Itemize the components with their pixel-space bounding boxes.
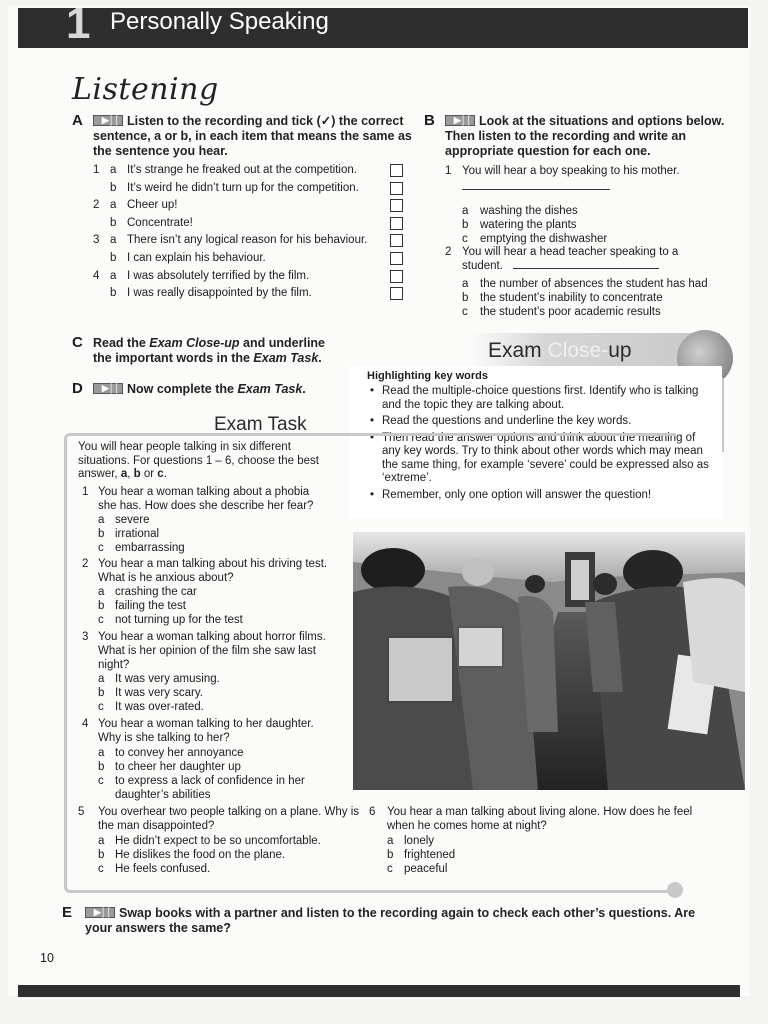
list-item: c emptying the dishwasher xyxy=(462,233,608,245)
section-e-instruction: ▶││ Swap books with a partner and listen to the recording again to check each other’s questions. Are your answers the same? xyxy=(85,906,725,936)
list-item: 4 a I was absolutely terrified by the film. xyxy=(93,268,408,286)
exam-task-intro: You will hear people talking in six different situations. For questions 1 – 6, choose the best answer, a, b or c. xyxy=(78,441,320,480)
unit-title: Personally Speaking xyxy=(110,8,329,35)
exam-closeup-heading: Highlighting key words xyxy=(367,370,489,382)
list-item: 1 a It’s strange he freaked out at the competition. xyxy=(93,162,408,180)
airplane-cabin-photo xyxy=(353,532,745,790)
list-item: b It’s weird he didn’t turn up for the competition. xyxy=(93,180,408,198)
answer-line[interactable] xyxy=(513,259,659,269)
bottom-bar xyxy=(18,985,740,997)
audio-track-icon[interactable] xyxy=(85,907,115,918)
page-number: 10 xyxy=(40,951,54,965)
list-item: a washing the dishes xyxy=(462,205,578,217)
exam-closeup-title: Exam Close-up xyxy=(488,339,632,362)
section-e-letter: E xyxy=(62,904,73,921)
tick-box[interactable] xyxy=(390,199,403,212)
tick-box[interactable] xyxy=(390,217,403,230)
tick-box[interactable] xyxy=(390,270,403,283)
list-item: b Concentrate! xyxy=(93,215,408,233)
section-a-letter: A xyxy=(72,112,83,129)
unit-number: 1 xyxy=(66,0,91,48)
list-item: b I can explain his behaviour. xyxy=(93,250,408,268)
section-c-letter: C xyxy=(72,334,83,351)
list-item: • Then read the answer options and think about the meaning of any key words. Try to think about other words which may mean the same thing, for example ‘severe’ could be expressed also as ‘extreme’. xyxy=(370,432,715,486)
section-b-instruction: ▶││ Look at the situations and options below. Then listen to the recording and write an appropriate question for each one. xyxy=(445,114,740,159)
list-item: 2 a Cheer up! xyxy=(93,197,408,215)
audio-track-icon[interactable] xyxy=(93,383,123,394)
section-d-letter: D xyxy=(72,380,83,397)
section-d-instruction: ▶││ Now complete the Exam Task. xyxy=(93,382,353,397)
section-heading: Listening xyxy=(72,72,219,107)
audio-track-icon[interactable] xyxy=(93,115,123,126)
section-a-instruction: ▶││ Listen to the recording and tick (✓) the correct sentence, a or b, in each item that means the same as the sentence you hear. xyxy=(93,114,418,159)
airplane-cabin-illustration xyxy=(353,532,745,790)
tick-box[interactable] xyxy=(390,182,403,195)
answer-line[interactable] xyxy=(462,180,610,190)
tick-box[interactable] xyxy=(390,234,403,247)
tick-box[interactable] xyxy=(390,252,403,265)
tick-box[interactable] xyxy=(390,164,403,177)
tick-box[interactable] xyxy=(390,287,403,300)
section-a-list xyxy=(93,162,408,303)
audio-track-icon[interactable] xyxy=(445,115,475,126)
list-item: 3 a There isn’t any logical reason for his behaviour. xyxy=(93,232,408,250)
list-item: • Read the multiple-choice questions first. Identify who is talking and the topic they are talking about. xyxy=(370,385,715,412)
exam-task-title: Exam Task xyxy=(214,414,307,435)
section-c-instruction: Read the Exam Close-up and underline the important words in the Exam Task. xyxy=(93,336,326,365)
section-b-letter: B xyxy=(424,112,435,129)
frame-end-dot xyxy=(667,882,683,898)
list-item: • Remember, only one option will answer the question! xyxy=(370,489,715,503)
list-item: b watering the plants xyxy=(462,219,577,231)
list-item: b I was really disappointed by the film. xyxy=(93,285,408,303)
section-b-question: 1 You will hear a boy speaking to his mother. a washing the dishes b watering the plants c emptying the dishwasher xyxy=(445,165,680,245)
list-item: • Read the questions and underline the key words. xyxy=(370,415,715,429)
